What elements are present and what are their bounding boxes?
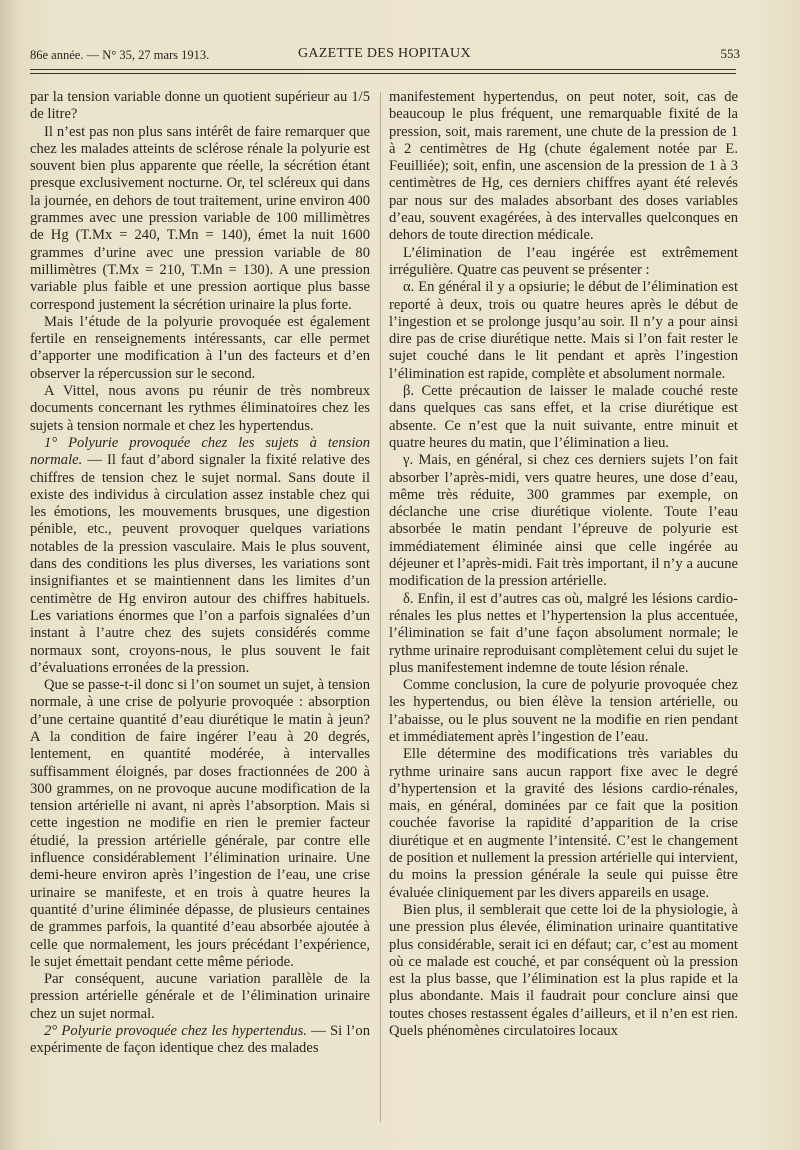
page-number: 553 — [720, 46, 740, 61]
paragraph-continuation: par la tension variable donne un quotient supérieur au 1/5 de litre? — [30, 89, 370, 123]
header-rule-top — [30, 69, 736, 70]
column-divider — [380, 92, 381, 1122]
paragraph: L’élimination de l’eau ingérée est extrêmement irrégulière. Quatre cas peuvent se présenter : — [389, 244, 738, 278]
paragraph: Par conséquent, aucune variation parallèle de la pression artérielle générale et de l’élimination urinaire chez un sujet normal. — [30, 971, 370, 1022]
issue-info: 86e année. — N° 35, 27 mars 1913. — [30, 48, 210, 62]
paragraph-continuation: manifestement hypertendus, on peut noter, soit, cas de beaucoup le plus fréquent, une remarquable fixité de la pression, soit, mais rarement, une chute de la pression de 1 à 2 centimètres de Hg (chute également notée par E. Feuilliée); soit, enfin, une ascension de la pression de 1 à 3 centimètres de Hg, ces derniers chiffres ayant été relevés par nous sur des malades absorbant des doses variables d’eau, souvent exagérées, à des intervalles quelconques en dehors de toute direction médicale. — [389, 89, 738, 244]
right-column — [389, 89, 738, 1129]
paragraph: Elle détermine des modifications très variables du rythme urinaire sans aucun rapport fixe avec le degré d’hypertension et la gravité des lésions cardio-rénales, mais, en général, dominées par ce fait que la position couchée favorise la rapidité d’apparition de la crise diurétique et en augmente l’intensité. C’est le changement de position et nullement la pression artérielle qui intervient, du moins la pression générale la seule qui puisse être évaluée cliniquement par les divers appareils en usage. — [389, 746, 738, 901]
journal-title: GAZETTE DES HOPITAUX — [298, 46, 471, 61]
paragraph-text: — Il faut d’abord signaler la fixité relative des chiffres de tension chez le sujet normal. Sans doute il existe des individus à circulation assez instable chez qui les émotions, les mouvements brusques, une digestion pénible, etc., peuvent provoquer quelques variations notables de la pression vasculaire. Mais le plus souvent, dans des conditions les plus diverses, les variations sont insignifiantes et se maintiennent dans les limites d’un centimètre de Hg environ autour des chiffres habituels. Les variations énormes que l’on a parfois signalées d’un instant à l’autre chez des sujets considérés comme normaux sont, croyons-nous, le plus souvent le fait d’évaluations erronées de la pression. — [30, 452, 370, 676]
paragraph: Comme conclusion, la cure de polyurie provoquée chez les hypertendus, ou bien élève la tension artérielle, ou l’abaisse, ou le plus souvent ne la modifie en rien pendant et immédiatement après l’ingestion de l’eau. — [389, 677, 738, 745]
paragraph: γ. Mais, en général, si chez ces derniers sujets l’on fait absorber l’après-midi, vers quatre heures, une dose d’eau, même très réduite, 300 grammes par exemple, on déclanche une crise diurétique violente. Toute l’eau absorbée le matin pendant l’épreuve de polyurie est immédiatement éliminée ainsi que celle ingérée au déjeuner et l’après-midi. Fait très important, il n’y a aucune modification de la pression artérielle. — [389, 452, 738, 590]
paragraph: Il n’est pas non plus sans intérêt de faire remarquer que chez les malades atteints de sclérose rénale la polyurie est souvent bien plus apparente que réelle, la sécrétion étant presque exclusivement nocturne. Or, tel scléreux qui dans la journée, en dehors de tout traitement, urine environ 400 grammes avec une pression variable de 100 millimètres de Hg (T.Mx = 240, T.Mn = 140), émet la nuit 1600 grammes d’urine avec une pression variable de 80 millimètres (T.Mx = 210, T.Mn = 130). A une pression variable plus faible et une pression aortique plus basse correspond justement la sécrétion urinaire la plus forte. — [30, 123, 370, 313]
paragraph: A Vittel, nous avons pu réunir de très nombreux documents concernant les rythmes éliminatoires chez les sujets à tension normale et chez les hypertendus. — [30, 383, 370, 434]
paragraph: β. Cette précaution de laisser le malade couché reste dans quelques cas sans effet, et la crise diurétique est absente. Ce n’est que la nuit suivante, entre minuit et quatre heures du matin, que l’élimination a lieu. — [389, 383, 738, 451]
paragraph: α. En général il y a opsiurie; le début de l’élimination est reporté à deux, trois ou quatre heures après le début de l’ingestion et se prolonge jusqu’au soir. Il n’y a pour ainsi dire pas de crise diurétique nette. Mais si l’on fait rester le sujet couché dans le lit pendant et après l’ingestion l’élimination est rapide, complète et absolument normale. — [389, 279, 738, 382]
page-header — [30, 44, 740, 66]
left-column — [30, 89, 370, 1129]
section-heading: 1° Polyurie provoquée chez les sujets à tension normale. — [30, 434, 370, 469]
paragraph-text: — Si l’on expérimente de façon identique chez des malades — [30, 1023, 370, 1057]
section-heading: 2° Polyurie provoquée chez les hypertendus. — [44, 1023, 307, 1040]
section-paragraph — [30, 435, 370, 677]
paragraph: Bien plus, il semblerait que cette loi de la physiologie, à une pression plus élevée, élimination urinaire quantitative plus considérable, serait ici en défaut; car, c’est au moment où ce malade est couché, et par conséquent où la pression est la plus basse, que l’élimination est la plus rapide et la plus abondante. Mais il faudrait pour conclure ainsi que toutes choses restassent égales d’ailleurs, et il n’en est rien. Quels phénomènes circulatoires locaux — [389, 901, 738, 1040]
header-rule-bottom — [30, 73, 736, 74]
paragraph: Mais l’étude de la polyurie provoquée est également fertile en renseignements intéressants, car elle permet d’apporter une modification à l’un des facteurs et d’en observer la répercussion sur le second. — [30, 313, 370, 382]
paragraph: Que se passe-t-il donc si l’on soumet un sujet, à tension normale, à une crise de polyurie provoquée : absorption d’une certaine quantité d’eau diurétique le matin à jeun? A la condition de faire ingérer l’eau à 20 degrés, lentement, en quantité modérée, à intervalles suffisamment éloignés, par doses fractionnées de 200 à 300 grammes, on ne provoque aucune modification de la tension artérielle ni avant, ni après l’absorption. Mais si cette ingestion ne modifie en rien le premier facteur étudié, la pression artérielle générale, par contre elle influence considérablement l’élimination urinaire. Une demi-heure environ après l’ingestion de l’eau, une crise urinaire se manifeste, et en trois à quatre heures la quantité d’urine éliminée dépasse, de plusieurs centaines de grammes parfois, la quantité d’eau absorbée ajoutée à celle que normalement, les jours précédant l’expérience, le sujet émettait pendant cette même période. — [30, 677, 370, 970]
section-paragraph — [30, 1023, 370, 1058]
paragraph: δ. Enfin, il est d’autres cas où, malgré les lésions cardio-rénales les plus nettes et l’hypertension la plus accentuée, l’élimination se fait d’une façon absolument normale; le rythme urinaire reproduisant complètement celui du sujet le plus manifestement indemne de toute lésion rénale. — [389, 590, 738, 676]
